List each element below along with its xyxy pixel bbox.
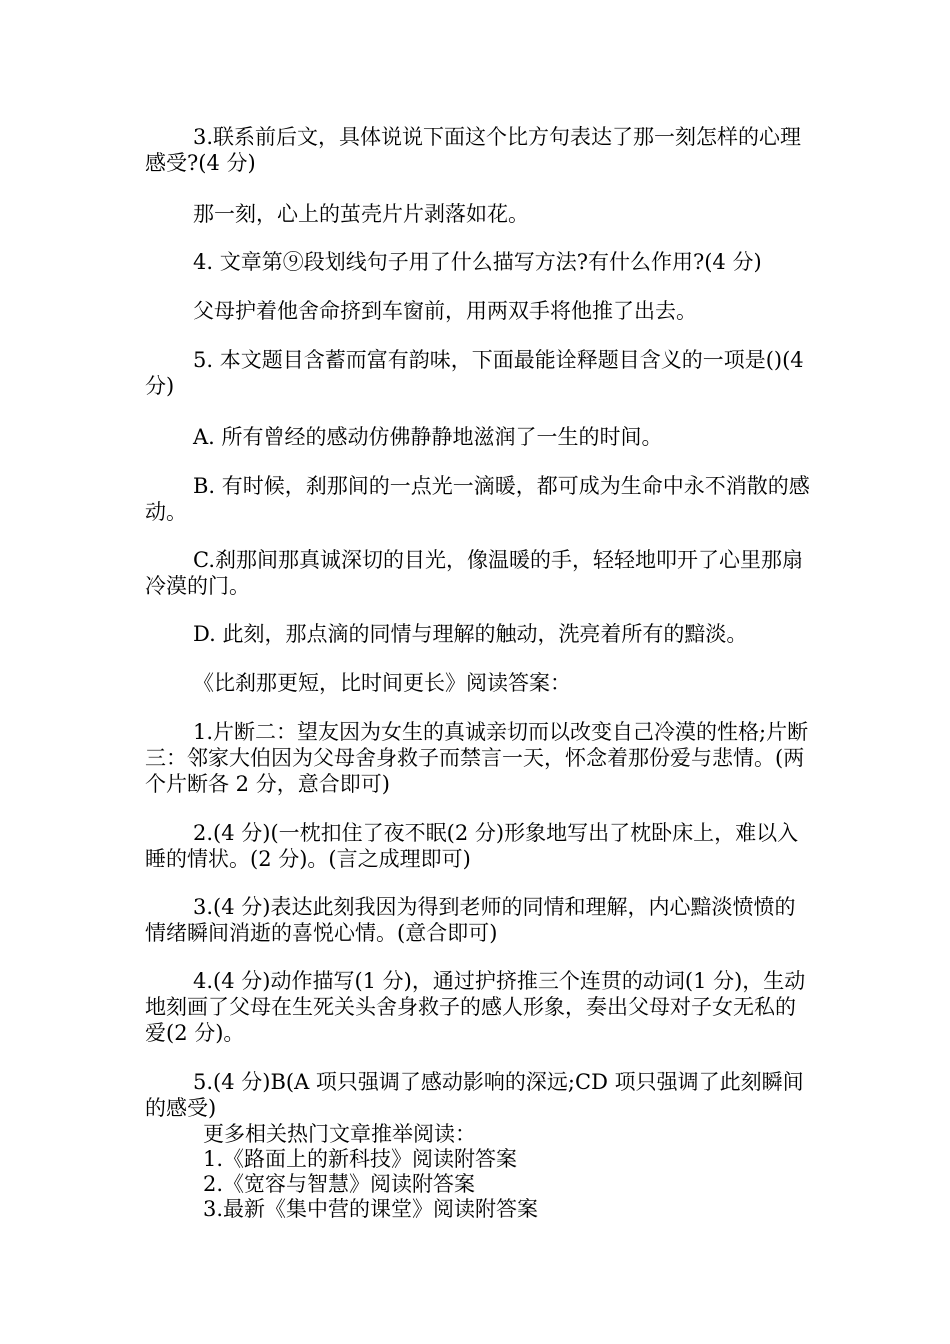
recommend-link-3[interactable]: 3.最新《集中营的课堂》阅读附答案 <box>203 1197 539 1221</box>
question-4-prompt: 4. 文章第⑨段划线句子用了什么描写方法?有什么作用?(4 分) <box>193 250 762 274</box>
recommend-link-1[interactable]: 1.《路面上的新科技》阅读附答案 <box>203 1147 518 1171</box>
answer-1: 1.片断二：望友因为女生的真诚亲切而以改变自己冷漠的性格;片断三：邻家大伯因为父母舍身救子而禁言一天，怀念着那份爱与悲情。(两个片断各 2 分，意合即可) <box>145 720 809 796</box>
answer-4: 4.(4 分)动作描写(1 分)，通过护挤推三个连贯的动词(1 分)，生动地刻画了父母在生死关头舍身救子的感人形象，奏出父母对子女无私的爱(2 分)。 <box>145 969 806 1045</box>
question-3-quote: 那一刻，心上的茧壳片片剥落如花。 <box>193 202 529 226</box>
answer-2: 2.(4 分)(一枕扣住了夜不眠(2 分)形象地写出了枕卧床上，难以入睡的情状。(2 分)。(言之成理即可) <box>145 821 799 871</box>
question-4-quote: 父母护着他舍命挤到车窗前，用两双手将他推了出去。 <box>193 299 697 323</box>
question-5-option-a: A. 所有曾经的感动仿佛静静地滋润了一生的时间。 <box>193 425 663 449</box>
recommend-link-2[interactable]: 2.《宽容与智慧》阅读附答案 <box>203 1172 476 1196</box>
answer-3: 3.(4 分)表达此刻我因为得到老师的同情和理解，内心黯淡愤愤的情绪瞬间消逝的喜悦心情。(意合即可) <box>145 895 796 945</box>
recommend-title: 更多相关热门文章推举阅读： <box>203 1122 476 1146</box>
answers-heading: 《比刹那更短，比时间更长》阅读答案： <box>193 671 571 695</box>
question-5-option-d: D. 此刻，那点滴的同情与理解的触动，洗亮着所有的黯淡。 <box>193 622 748 646</box>
answer-5: 5.(4 分)B(A 项只强调了感动影响的深远;CD 项只强调了此刻瞬间的感受) <box>145 1070 804 1120</box>
question-5-prompt: 5. 本文题目含蓄而富有韵味，下面最能诠释题目含义的一项是()(4 分) <box>145 348 804 398</box>
question-5-option-c: C.刹那间那真诚深切的目光，像温暖的手，轻轻地叩开了心里那扇冷漠的门。 <box>145 548 803 598</box>
question-3-prompt: 3.联系前后文，具体说说下面这个比方句表达了那一刻怎样的心理感受?(4 分) <box>145 125 802 175</box>
question-5-option-b: B. 有时候，刹那间的一点光一滴暖，都可成为生命中永不消散的感动。 <box>145 474 810 524</box>
